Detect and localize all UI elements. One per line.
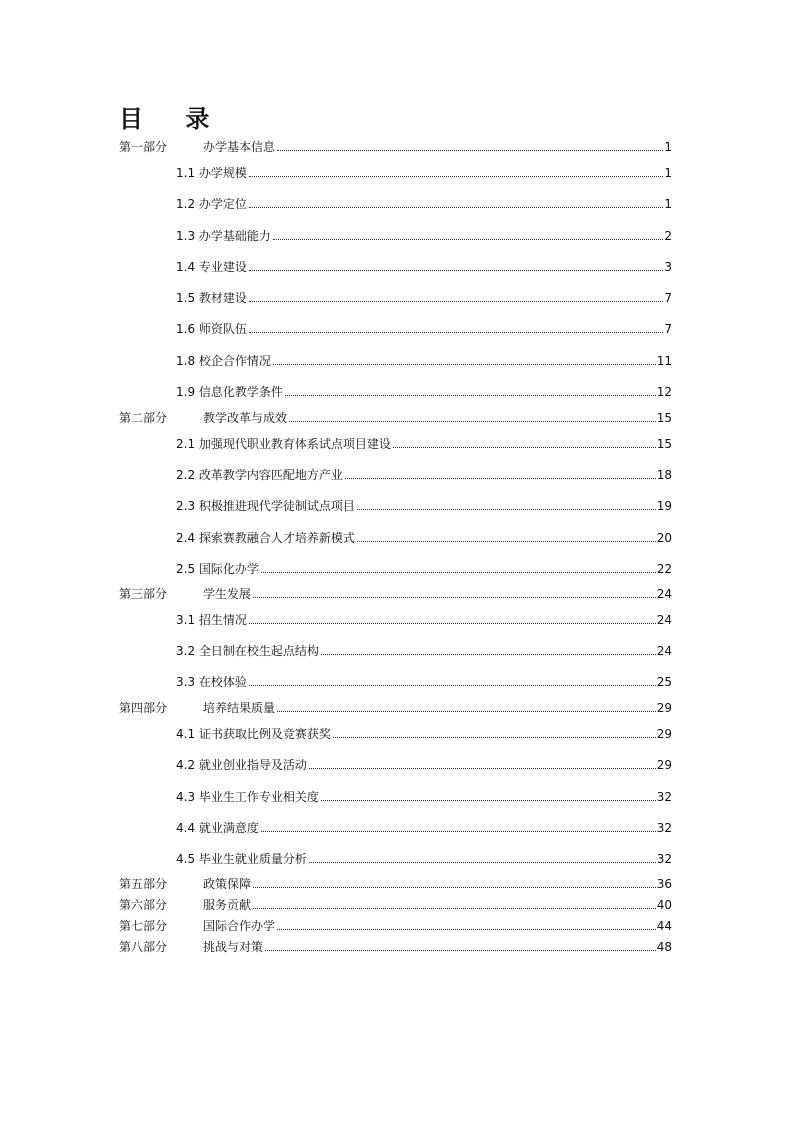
part-number: 第七部分 [119, 919, 168, 933]
page-number: 32 [656, 821, 672, 835]
dot-leader [273, 239, 663, 240]
entry-label: 学生发展 [203, 587, 252, 601]
entry-label: 4.3 毕业生工作专业相关度 [176, 790, 319, 804]
toc-entry-3-2[interactable] [176, 640, 672, 658]
toc-entry-part-6[interactable] [119, 894, 672, 912]
dot-leader [249, 301, 663, 302]
entry-label: 2.1 加强现代职业教育体系试点项目建设 [176, 437, 391, 451]
toc-entry-2-4[interactable] [176, 527, 672, 545]
dot-leader [261, 572, 656, 573]
entry-label: 挑战与对策 [203, 940, 264, 954]
entry-label: 3.1 招生情况 [176, 613, 247, 627]
dot-leader [249, 270, 663, 271]
dot-leader [249, 332, 663, 333]
toc-entry-1-1[interactable] [176, 162, 672, 180]
page-number: 29 [656, 727, 672, 741]
toc-entry-4-1[interactable] [176, 723, 672, 741]
dot-leader [309, 768, 656, 769]
page-number: 15 [656, 411, 672, 425]
page-number: 1 [664, 197, 672, 211]
dot-leader [253, 597, 656, 598]
page-number: 44 [656, 919, 672, 933]
dot-leader [277, 929, 656, 930]
entry-label: 4.5 毕业生就业质量分析 [176, 852, 307, 866]
dot-leader [393, 447, 656, 448]
part-number: 第三部分 [119, 587, 168, 601]
dot-leader [253, 908, 656, 909]
page-number: 29 [656, 758, 672, 772]
entry-label: 1.9 信息化教学条件 [176, 385, 283, 399]
toc-entry-part-3[interactable] [119, 583, 672, 601]
entry-label: 办学基本信息 [203, 140, 276, 154]
page-number: 1 [664, 140, 672, 154]
toc-entry-part-2[interactable] [119, 407, 672, 425]
dot-leader [321, 800, 656, 801]
toc-entry-1-8[interactable] [176, 350, 672, 368]
page-number: 3 [664, 260, 672, 274]
toc-entry-part-5[interactable] [119, 873, 672, 891]
page-number: 7 [664, 291, 672, 305]
entry-label: 2.5 国际化办学 [176, 562, 259, 576]
entry-label: 3.2 全日制在校生起点结构 [176, 644, 319, 658]
part-number: 第五部分 [119, 877, 168, 891]
toc-entry-2-5[interactable] [176, 558, 672, 576]
page-number: 32 [656, 790, 672, 804]
entry-label: 4.1 证书获取比例及竞赛获奖 [176, 727, 331, 741]
toc-entry-2-2[interactable] [176, 464, 672, 482]
page-number: 2 [664, 229, 672, 243]
entry-label: 1.5 教材建设 [176, 291, 247, 305]
dot-leader [285, 395, 656, 396]
dot-leader [277, 150, 663, 151]
part-number: 第八部分 [119, 940, 168, 954]
dot-leader [277, 711, 656, 712]
page-number: 36 [656, 877, 672, 891]
toc-entry-2-1[interactable] [176, 433, 672, 451]
page-number: 18 [656, 468, 672, 482]
toc-entry-1-3[interactable] [176, 225, 672, 243]
page-number: 19 [656, 499, 672, 513]
page-number: 12 [656, 385, 672, 399]
toc-entry-part-4[interactable] [119, 697, 672, 715]
page-number: 24 [656, 587, 672, 601]
toc-entry-1-4[interactable] [176, 256, 672, 274]
part-number: 第一部分 [119, 140, 168, 154]
dot-leader [273, 364, 656, 365]
entry-label: 1.3 办学基础能力 [176, 229, 271, 243]
entry-label: 1.6 师资队伍 [176, 322, 247, 336]
entry-label: 4.4 就业满意度 [176, 821, 259, 835]
part-number: 第二部分 [119, 411, 168, 425]
toc-entry-4-3[interactable] [176, 786, 672, 804]
page-number: 22 [656, 562, 672, 576]
toc-entry-part-7[interactable] [119, 915, 672, 933]
toc-entry-4-4[interactable] [176, 817, 672, 835]
toc-entry-1-9[interactable] [176, 381, 672, 399]
entry-label: 1.4 专业建设 [176, 260, 247, 274]
page-number: 1 [664, 166, 672, 180]
dot-leader [265, 950, 656, 951]
page-number: 11 [656, 354, 672, 368]
dot-leader [357, 509, 656, 510]
toc-entry-4-5[interactable] [176, 848, 672, 866]
dot-leader [309, 862, 656, 863]
dot-leader [249, 623, 656, 624]
dot-leader [333, 737, 656, 738]
page-number: 24 [656, 613, 672, 627]
page-number: 20 [656, 531, 672, 545]
toc-entry-1-5[interactable] [176, 287, 672, 305]
page-number: 7 [664, 322, 672, 336]
dot-leader [249, 176, 663, 177]
entry-label: 1.8 校企合作情况 [176, 354, 271, 368]
page-number: 25 [656, 675, 672, 689]
page-number: 24 [656, 644, 672, 658]
dot-leader [321, 654, 656, 655]
toc-entry-3-1[interactable] [176, 609, 672, 627]
entry-label: 2.4 探索赛教融合人才培养新模式 [176, 531, 355, 545]
entry-label: 3.3 在校体验 [176, 675, 247, 689]
page-number: 40 [656, 898, 672, 912]
dot-leader [357, 541, 656, 542]
entry-label: 国际合作办学 [203, 919, 276, 933]
entry-label: 服务贡献 [203, 898, 252, 912]
page-number: 29 [656, 701, 672, 715]
entry-label: 2.3 积极推进现代学徒制试点项目 [176, 499, 355, 513]
entry-label: 1.2 办学定位 [176, 197, 247, 211]
toc-entry-4-2[interactable] [176, 754, 672, 772]
dot-leader [261, 831, 656, 832]
toc-entry-1-2[interactable] [176, 193, 672, 211]
page-number: 15 [656, 437, 672, 451]
entry-label: 培养结果质量 [203, 701, 276, 715]
dot-leader [253, 887, 656, 888]
toc-entry-part-1[interactable] [119, 136, 672, 154]
entry-label: 教学改革与成效 [203, 411, 288, 425]
dot-leader [249, 207, 663, 208]
toc-entry-3-3[interactable] [176, 671, 672, 689]
toc-entry-part-8[interactable] [119, 936, 672, 954]
page-number: 32 [656, 852, 672, 866]
dot-leader [345, 478, 656, 479]
page-number: 48 [656, 940, 672, 954]
toc-entry-1-6[interactable] [176, 318, 672, 336]
toc-entry-2-3[interactable] [176, 495, 672, 513]
part-number: 第四部分 [119, 701, 168, 715]
entry-label: 2.2 改革教学内容匹配地方产业 [176, 468, 343, 482]
entry-label: 1.1 办学规模 [176, 166, 247, 180]
entry-label: 4.2 就业创业指导及活动 [176, 758, 307, 772]
dot-leader [249, 685, 656, 686]
entry-label: 政策保障 [203, 877, 252, 891]
dot-leader [289, 421, 656, 422]
toc-title: 目 录 [119, 105, 227, 133]
part-number: 第六部分 [119, 898, 168, 912]
